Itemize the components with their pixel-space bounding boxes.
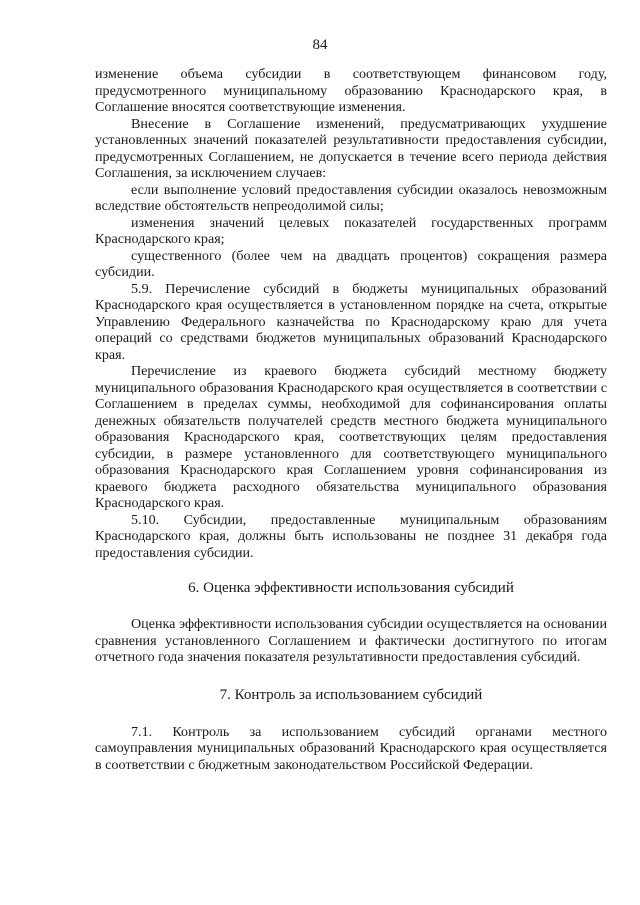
paragraph: изменение объема субсидии в соответствующем финансовом году, предусмотренного муниципальному образованию Краснодарского края, в Соглашение вносятся соответствующие изменения.: [95, 66, 607, 115]
section-6-paragraphs: [95, 616, 607, 666]
paragraph: Внесение в Соглашение изменений, предусматривающих ухудшение установленных значений показателей результативности предоставления субсидии, предусмотренных Соглашением, не допускается в течение всего периода действия Соглашения, за исключением случаев:: [95, 115, 607, 181]
top-paragraphs: [95, 66, 607, 561]
paragraph: если выполнение условий предоставления субсидии оказалось невозможным вследствие обстоятельств непреодолимой силы;: [95, 181, 607, 214]
section-7-paragraphs: [95, 724, 607, 774]
document-body: [95, 66, 607, 773]
page-number: 84: [312, 37, 328, 53]
paragraph: существенного (более чем на двадцать процентов) сокращения размера субсидии.: [95, 247, 607, 280]
paragraph: 7.1. Контроль за использованием субсидий органами местного самоуправления муниципальных образований Краснодарского края осуществляется в соответствии с бюджетным законодательством Российской Федерации.: [95, 723, 607, 773]
section-6-heading: 6. Оценка эффективности использования субсидий: [188, 580, 514, 596]
paragraph: изменения значений целевых показателей государственных программ Краснодарского края;: [95, 214, 607, 247]
section-7-heading: 7. Контроль за использованием субсидий: [219, 686, 483, 703]
paragraph: Перечисление из краевого бюджета субсидий местному бюджету муниципального образования Краснодарского края осуществляется в соответствии с Соглашением в пределах суммы, необходимой для софинансирования оплаты денежных обязательств получателей средств местного бюджета муниципального образования Краснодарского края, соответствующих целям предоставления субсидии, в размере установленного для соответствующего муниципального образования Краснодарского края Соглашением уровня софинансирования из краевого бюджета расходного обязательства муниципального образования Краснодарского края.: [95, 363, 607, 511]
paragraph: 5.9. Перечисление субсидий в бюджеты муниципальных образований Краснодарского края осуществляется в установленном порядке на счета, открытые Управлению Федерального казначейства по Краснодарскому краю для учета операций со средствами бюджетов муниципальных образований Краснодарского края.: [95, 280, 607, 363]
paragraph: Оценка эффективности использования субсидии осуществляется на основании сравнения установленного Соглашением и фактически достигнутого по итогам отчетного года значения показателя результативности предоставления субсидий.: [95, 616, 607, 665]
paragraph: 5.10. Субсидии, предоставленные муниципальным образованиям Краснодарского края, должны быть использованы не позднее 31 декабря года предоставления субсидии.: [95, 511, 607, 561]
